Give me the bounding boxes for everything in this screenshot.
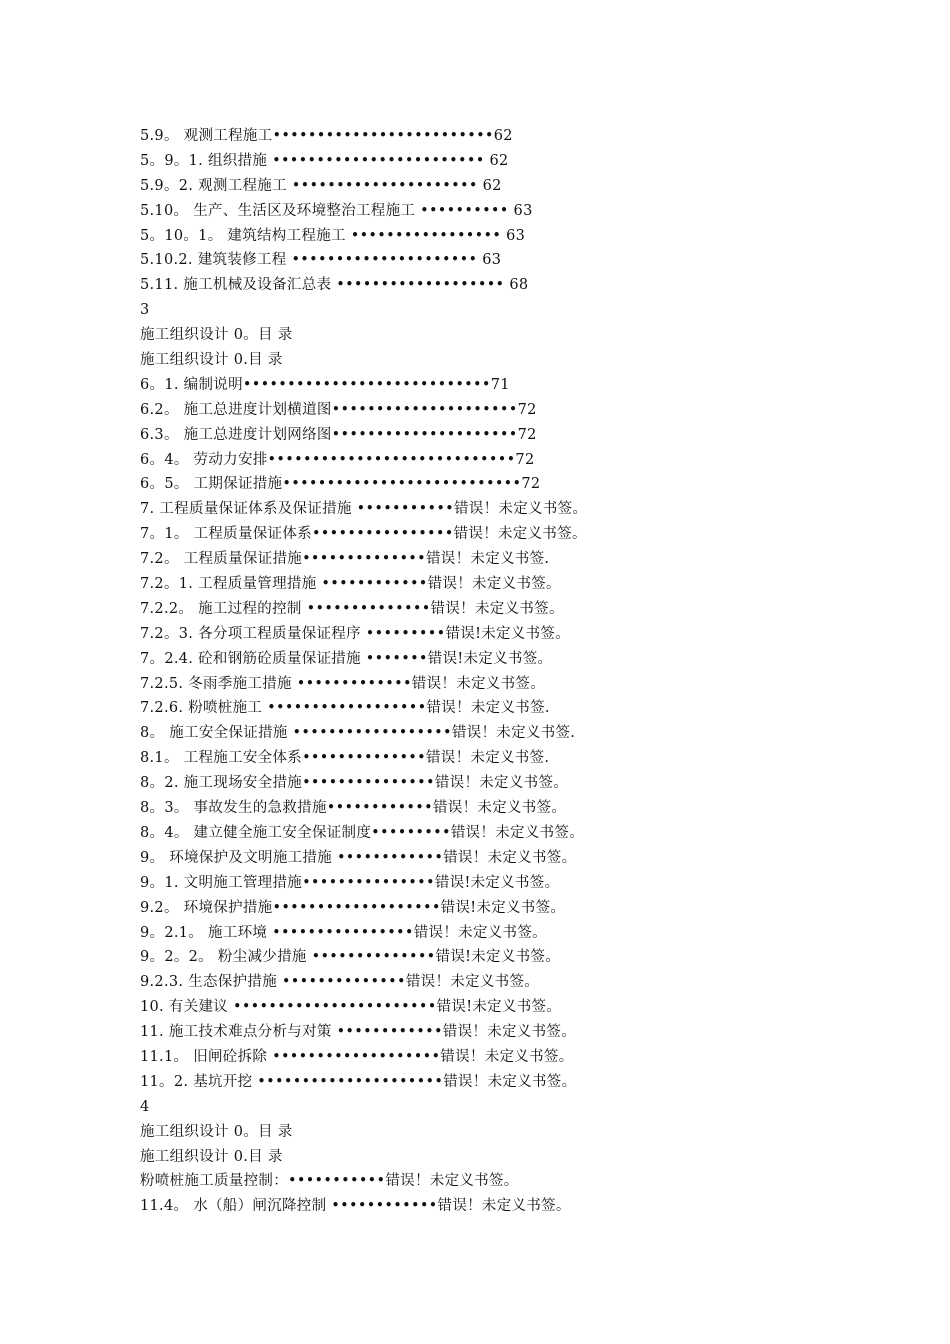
toc-line: 9。2。2。 粉尘减少措施 ••••••••••••••错误!未定义书签。 (140, 949, 561, 966)
toc-line: 7.2.2。 施工过程的控制 ••••••••••••••错误！未定义书签。 (140, 600, 564, 617)
toc-line: 11.1。 旧闸砼拆除 •••••••••••••••••••错误！未定义书签。 (140, 1048, 574, 1065)
toc-line: 11.4。 水（船）闸沉降控制 ••••••••••••错误！未定义书签。 (140, 1198, 571, 1215)
toc-line: 7。2.4. 砼和钢筋砼质量保证措施 •••••••错误!未定义书签。 (140, 650, 553, 667)
toc-line: 5。10。1。 建筑结构工程施工 ••••••••••••••••• 63 (140, 227, 526, 244)
toc-line: 5.9。2. 观测工程施工 ••••••••••••••••••••• 62 (140, 177, 502, 194)
toc-line: 7.2。 工程质量保证措施••••••••••••••错误！未定义书签. (140, 551, 550, 568)
toc-line: 11. 施工技术难点分析与对策 ••••••••••••错误！未定义书签。 (140, 1024, 577, 1041)
toc-line: 6。5。 工期保证措施•••••••••••••••••••••••••••72 (140, 476, 541, 493)
toc-line: 8。4。 建立健全施工安全保证制度•••••••••错误！未定义书签。 (140, 824, 585, 841)
toc-line: 9。1. 文明施工管理措施•••••••••••••••错误!未定义书签。 (140, 874, 560, 891)
toc-line: 8。3。 事故发生的急救措施••••••••••••错误！未定义书签。 (140, 800, 567, 817)
toc-line: 9。2.1。 施工环境 ••••••••••••••••错误！未定义书签。 (140, 924, 547, 941)
document-body (140, 124, 900, 1219)
toc-line: 3 (140, 302, 150, 319)
toc-line: 5.9。 观测工程施工•••••••••••••••••••••••••62 (140, 128, 513, 144)
toc-line: 施工组织设计 0.目 录 (140, 352, 283, 369)
toc-line: 6.3。 施工总进度计划网络图•••••••••••••••••••••72 (140, 426, 537, 443)
toc-line: 粉喷桩施工质量控制：•••••••••••错误！未定义书签。 (140, 1173, 519, 1190)
toc-line: 8.1。 工程施工安全体系••••••••••••••错误！未定义书签. (140, 750, 550, 767)
toc-line: 6。1. 编制说明••••••••••••••••••••••••••••71 (140, 376, 510, 393)
toc-line: 5.11. 施工机械及设备汇总表 ••••••••••••••••••• 68 (140, 277, 529, 294)
toc-line: 10. 有关建议 •••••••••••••••••••••••错误!未定义书签。 (140, 999, 562, 1016)
toc-line: 9.2。 环境保护措施•••••••••••••••••••错误!未定义书签。 (140, 899, 566, 916)
toc-line: 施工组织设计 0.目 录 (140, 1148, 283, 1165)
toc-line: 8。2. 施工现场安全措施•••••••••••••••错误！未定义书签。 (140, 775, 569, 792)
toc-line: 6。4。 劳动力安排••••••••••••••••••••••••••••72 (140, 451, 535, 468)
toc-line: 7.2.5. 冬雨季施工措施 •••••••••••••错误！未定义书签。 (140, 675, 546, 692)
toc-line: 7.2。1. 工程质量管理措施 ••••••••••••错误！未定义书签。 (140, 576, 561, 593)
toc-line: 9.2.3. 生态保护措施 ••••••••••••••错误！未定义书签。 (140, 974, 540, 991)
toc-line: 5.10.2. 建筑装修工程 ••••••••••••••••••••• 63 (140, 252, 502, 269)
toc-line: 施工组织设计 0。目 录 (140, 1123, 293, 1140)
toc-line: 9。 环境保护及文明施工措施 ••••••••••••错误！未定义书签。 (140, 849, 577, 866)
toc-line: 7. 工程质量保证体系及保证措施 •••••••••••错误！未定义书签。 (140, 501, 588, 518)
toc-line: 7。1。 工程质量保证体系••••••••••••••••错误！未定义书签。 (140, 526, 587, 543)
toc-line: 6.2。 施工总进度计划横道图•••••••••••••••••••••72 (140, 401, 537, 418)
toc-line: 8。 施工安全保证措施 ••••••••••••••••••错误！未定义书签. (140, 725, 576, 742)
toc-line: 5。9。1. 组织措施 •••••••••••••••••••••••• 62 (140, 152, 509, 169)
toc-line: 11。2. 基坑开挖 •••••••••••••••••••••错误！未定义书签。 (140, 1073, 577, 1090)
toc-line: 7.2。3. 各分项工程质量保证程序 •••••••••错误!未定义书签。 (140, 625, 571, 642)
toc-line: 5.10。 生产、生活区及环境整治工程施工 •••••••••• 63 (140, 202, 533, 219)
toc-line: 施工组织设计 0。目 录 (140, 327, 293, 344)
toc-line: 7.2.6. 粉喷桩施工 ••••••••••••••••••错误！未定义书签. (140, 700, 550, 717)
toc-line: 4 (140, 1098, 150, 1115)
